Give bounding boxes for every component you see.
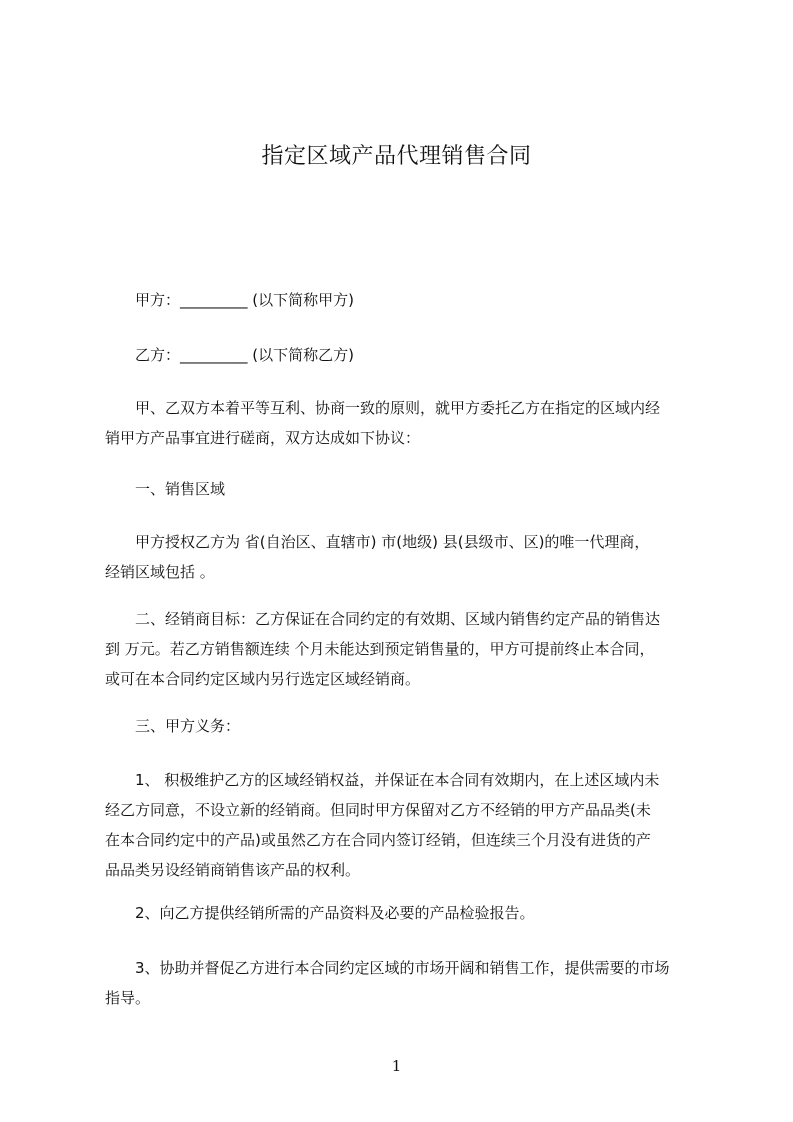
obligation-3-line-1: 3、协助并督促乙方进行本合同约定区域的市场开阔和销售工作，提供需要的市场 [135,959,670,977]
obligation-1-line-4: 品品类另设经销商销售该产品的权利。 [105,861,361,879]
obligation-2-line-1: 2、向乙方提供经销所需的产品资料及必要的产品检验报告。 [135,904,535,922]
section3-heading [105,711,697,741]
obligation-1-line-1: 1、 积极维护乙方的区域经销权益，并保证在本合同有效期内，在上述区域内未 [135,771,660,789]
party-b-line [105,340,697,370]
obligation-3-line-2: 指导。 [105,989,151,1007]
section3-heading-text: 三、甲方义务： [135,717,241,735]
preamble-line-1: 甲、乙双方本着平等互利、协商一致的原则，就甲方委托乙方在指定的区域内经 [135,399,661,417]
document-title: 指定区域产品代理销售合同 [261,144,532,169]
obligation-3-paragraph [105,953,697,1013]
section1-line-1: 甲方授权乙方为 省(自治区、直辖市) 市(地级) 县(县级市、区)的唯一代理商， [135,533,650,551]
obligation-2-paragraph [105,898,697,928]
obligation-1-paragraph [105,765,697,885]
section1-paragraph [105,527,697,587]
section2-line-2: 到 万元。若乙方销售额连续 个月未能达到预定销售量的，甲方可提前终止本合同， [105,640,655,658]
section1-heading [105,474,697,504]
section2-line-1: 二、经销商目标：乙方保证在合同约定的有效期、区域内销售约定产品的销售达 [135,610,661,628]
section2-paragraph [105,604,697,694]
section1-heading-text: 一、销售区域 [135,480,226,498]
preamble-paragraph [105,393,697,453]
party-a-text: 甲方：_________ (以下简称甲方) [135,291,354,309]
preamble-line-2: 销甲方产品事宜进行磋商，双方达成如下协议： [105,429,421,447]
obligation-1-line-3: 在本合同约定中的产品)或虽然乙方在合同内签订经销，但连续三个月没有进货的产 [105,831,651,849]
section1-line-2: 经销区域包括 。 [105,563,215,581]
section2-line-3: 或可在本合同约定区域内另行选定区域经销商。 [105,670,421,688]
page-number: 1 [391,1057,402,1075]
obligation-1-line-2: 经乙方同意，不设立新的经销商。但同时甲方保留对乙方不经销的甲方产品品类(未 [105,801,651,819]
party-b-text: 乙方：_________ (以下简称乙方) [135,346,354,364]
party-a-line [105,285,697,315]
